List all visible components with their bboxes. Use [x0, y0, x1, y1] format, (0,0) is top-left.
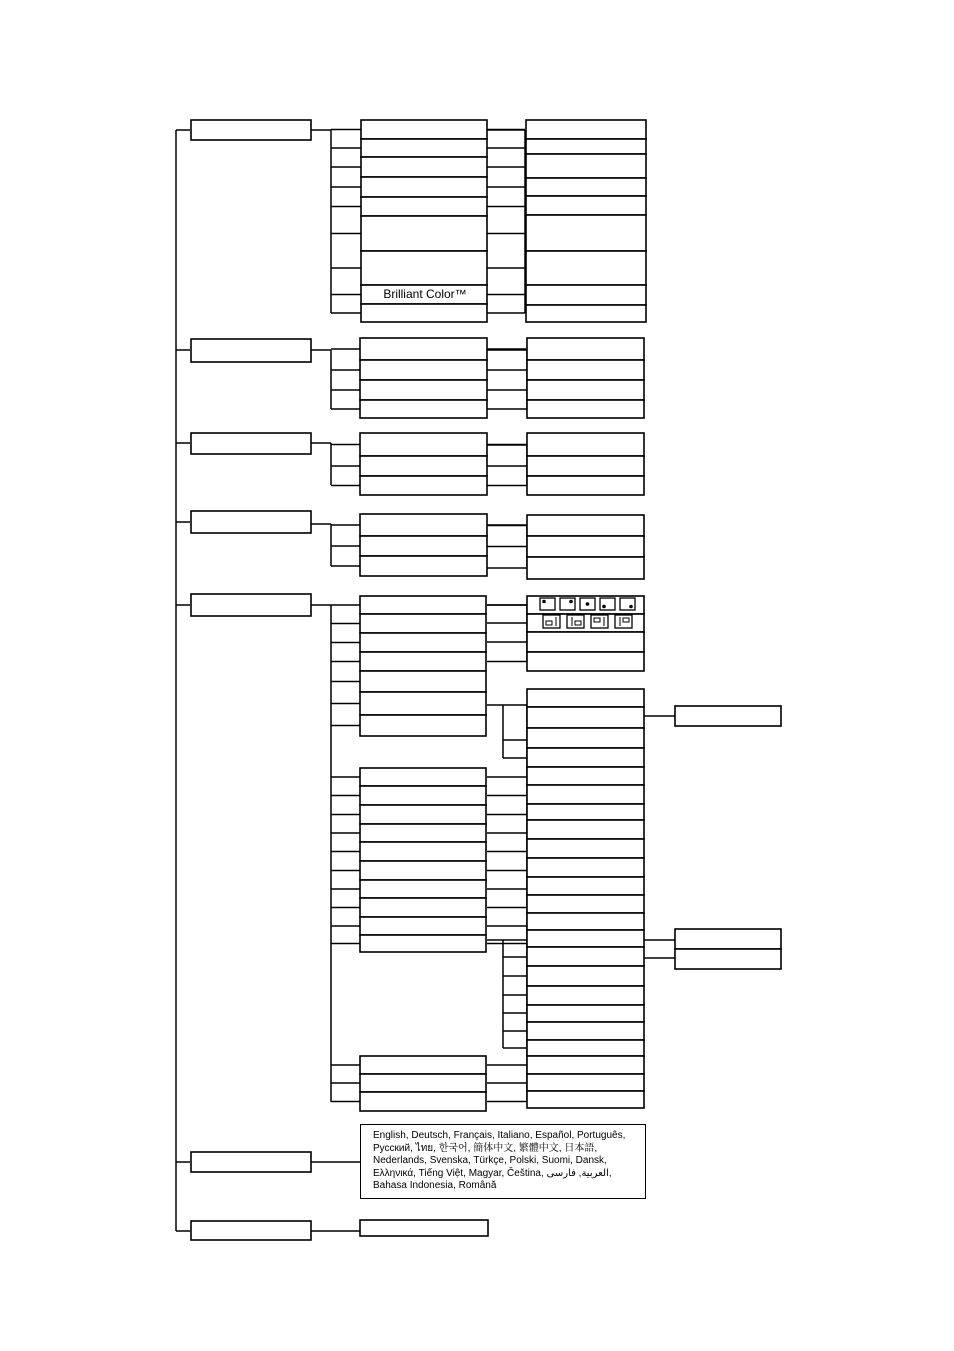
submenu-item [360, 898, 486, 917]
option-item [527, 1022, 644, 1040]
option-item [526, 251, 646, 285]
submenu-item [360, 715, 486, 736]
option-item [527, 1005, 644, 1022]
option-item [527, 1056, 644, 1074]
language-line: Русский, ไทย, 한국어, 簡体中文, 繁體中文, 日本語, [373, 1142, 598, 1154]
option-item [527, 858, 644, 877]
option-item [526, 154, 646, 178]
submenu-item [360, 935, 486, 952]
submenu-item [361, 197, 487, 216]
submenu-item [360, 1056, 486, 1074]
option-item [527, 748, 644, 767]
submenu-item [361, 216, 487, 251]
option-item [526, 196, 646, 215]
main-menu-item [191, 511, 311, 533]
submenu-item [361, 157, 487, 177]
option-detail-box [675, 949, 781, 969]
brilliant-color-label: Brilliant Color™ [383, 287, 467, 301]
option-item [527, 820, 644, 839]
option-item [527, 804, 644, 820]
option-detail-box [675, 929, 781, 949]
option-item [526, 305, 646, 322]
option-item [527, 839, 644, 858]
submenu-item [360, 514, 487, 536]
option-item [526, 215, 646, 251]
option-item [527, 767, 644, 785]
submenu-item [360, 476, 487, 495]
language-line: Ελληνικά, Tiếng Việt, Magyar, Čeština, العربية, فارسی, [373, 1167, 612, 1179]
option-item [527, 515, 644, 536]
option-item [527, 1091, 644, 1108]
option-item [527, 433, 644, 456]
submenu-item [360, 768, 486, 786]
position-bottom-right-icon [620, 598, 635, 610]
submenu-item [360, 338, 487, 360]
option-item [527, 966, 644, 986]
submenu-item [361, 251, 487, 285]
submenu-item [360, 1074, 486, 1092]
submenu-item [360, 824, 486, 842]
submenu-item [360, 380, 487, 400]
submenu-item [360, 536, 487, 556]
submenu-item [360, 880, 486, 898]
submenu-item [360, 671, 486, 692]
option-item [527, 338, 644, 360]
main-menu-item [191, 433, 311, 454]
language-line: Bahasa Indonesia, Română [373, 1180, 497, 1191]
submenu-item [360, 360, 487, 380]
submenu-item [360, 633, 486, 652]
submenu-item [360, 917, 486, 935]
submenu-item [360, 842, 486, 861]
option-item [527, 930, 644, 947]
option-detail-box [675, 706, 781, 726]
option-item [527, 1040, 644, 1056]
submenu-item [360, 805, 486, 824]
menu-boxes [191, 120, 781, 1240]
submenu-item [360, 861, 486, 880]
option-item [527, 986, 644, 1005]
option-item [527, 895, 644, 913]
option-item [526, 139, 646, 154]
position-bottom-left-icon [600, 598, 615, 610]
language-line: Nederlands, Svenska, Türkçe, Polski, Suomi, Dansk, [373, 1155, 607, 1166]
submenu-item [360, 556, 487, 576]
position-top-right-icon [560, 598, 575, 610]
projection-front-ceiling-icon [591, 615, 608, 628]
option-item [527, 1074, 644, 1091]
option-item [527, 557, 644, 579]
submenu-item [360, 433, 487, 456]
submenu-item [360, 652, 486, 671]
projection-rear-desktop-icon [567, 615, 584, 628]
submenu-item [360, 400, 487, 418]
option-item [527, 476, 644, 495]
option-item [527, 652, 644, 671]
submenu-item [360, 614, 486, 633]
submenu-item [361, 120, 487, 139]
position-top-left-icon [540, 598, 555, 610]
submenu-item [360, 1220, 488, 1236]
main-menu-item [191, 339, 311, 362]
option-item [527, 728, 644, 748]
submenu-item [361, 139, 487, 157]
submenu-item [360, 456, 487, 476]
submenu-item [360, 786, 486, 805]
language-options-box [360, 1124, 646, 1199]
projection-front-desktop-icon [543, 615, 560, 628]
projection-rear-ceiling-icon [615, 615, 632, 628]
option-item [527, 689, 644, 707]
submenu-item [360, 1092, 486, 1111]
option-item [526, 120, 646, 139]
submenu-item [361, 304, 487, 322]
option-item [527, 877, 644, 895]
option-item [527, 380, 644, 400]
submenu-item [360, 692, 486, 715]
option-item [527, 360, 644, 380]
position-center-icon [580, 598, 595, 610]
option-item [527, 785, 644, 804]
option-item [526, 285, 646, 305]
main-menu-item [191, 1152, 311, 1172]
submenu-item [361, 177, 487, 197]
option-item [527, 632, 644, 652]
option-item [527, 400, 644, 418]
option-item [526, 178, 646, 196]
option-item [527, 707, 644, 728]
main-menu-item [191, 594, 311, 616]
option-item [527, 456, 644, 476]
main-menu-item [191, 1221, 311, 1240]
option-item [527, 947, 644, 966]
submenu-item [360, 596, 486, 614]
option-item [527, 913, 644, 930]
option-item [527, 536, 644, 557]
main-menu-item [191, 120, 311, 140]
language-line: English, Deutsch, Français, Italiano, Español, Português, [373, 1130, 626, 1141]
